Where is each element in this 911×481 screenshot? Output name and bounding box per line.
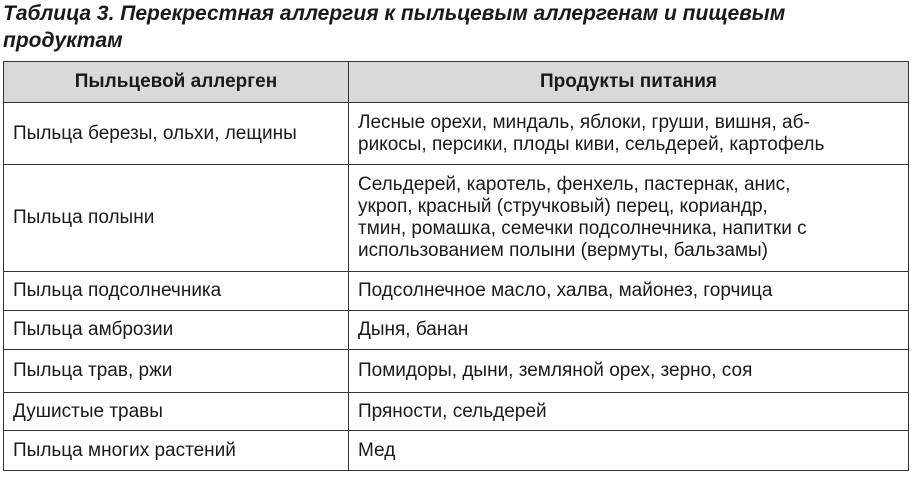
allergen-cell: Пыльца амброзии (4, 311, 349, 350)
table-row (4, 165, 909, 272)
table-row (4, 103, 909, 165)
allergen-cell: Пыльца подсолнечника (4, 272, 349, 311)
allergen-cell: Пыльца трав, ржи (4, 350, 349, 393)
foods-line: Дыня, банан (358, 319, 469, 340)
header-food-products: Продукты питания (349, 62, 909, 103)
table-header-row (4, 62, 909, 103)
foods-cell (349, 272, 909, 311)
foods-line: Сельдерей, каротель, фенхель, пастернак, анис, (358, 174, 791, 195)
table-row (4, 311, 909, 350)
table-row (4, 272, 909, 311)
allergen-cell: Пыльца многих растений (4, 431, 349, 471)
foods-line: Подсолнечное масло, халва, майонез, горчица (358, 280, 773, 301)
foods-line: Пряности, сельдерей (358, 400, 547, 422)
foods-line: укроп, красный (стручковый) перец, кориандр, (358, 196, 768, 217)
foods-cell (349, 103, 909, 165)
allergen-cell: Душистые травы (4, 393, 349, 431)
table-row (4, 350, 909, 393)
foods-line: Лесные орехи, миндаль, яблоки, груши, вишня, аб- (358, 111, 810, 133)
table-row (4, 431, 909, 471)
foods-line: использованием полыни (вермуты, бальзамы) (358, 240, 768, 261)
table-caption-line-2: продуктам (3, 29, 123, 52)
allergen-cell: Пыльца полыни (4, 165, 349, 272)
foods-line: Мед (358, 439, 396, 461)
table-caption-line-1: Таблица 3. Перекрестная аллергия к пыльцевым аллергенам и пищевым (3, 2, 786, 25)
header-pollen-allergen: Пыльцевой аллерген (4, 62, 349, 103)
foods-line: тмин, ромашка, семечки подсолнечника, напитки с (358, 218, 807, 239)
foods-line: Помидоры, дыни, земляной орех, зерно, соя (358, 360, 753, 381)
foods-cell (349, 165, 909, 272)
allergen-cell: Пыльца березы, ольхи, лещины (4, 103, 349, 165)
cross-allergy-table (3, 61, 909, 471)
foods-cell (349, 393, 909, 431)
foods-cell (349, 431, 909, 471)
foods-line: рикосы, персики, плоды киви, сельдерей, картофель (358, 133, 825, 155)
table-row (4, 393, 909, 431)
table-caption (3, 0, 903, 54)
foods-cell (349, 350, 909, 393)
foods-cell (349, 311, 909, 350)
